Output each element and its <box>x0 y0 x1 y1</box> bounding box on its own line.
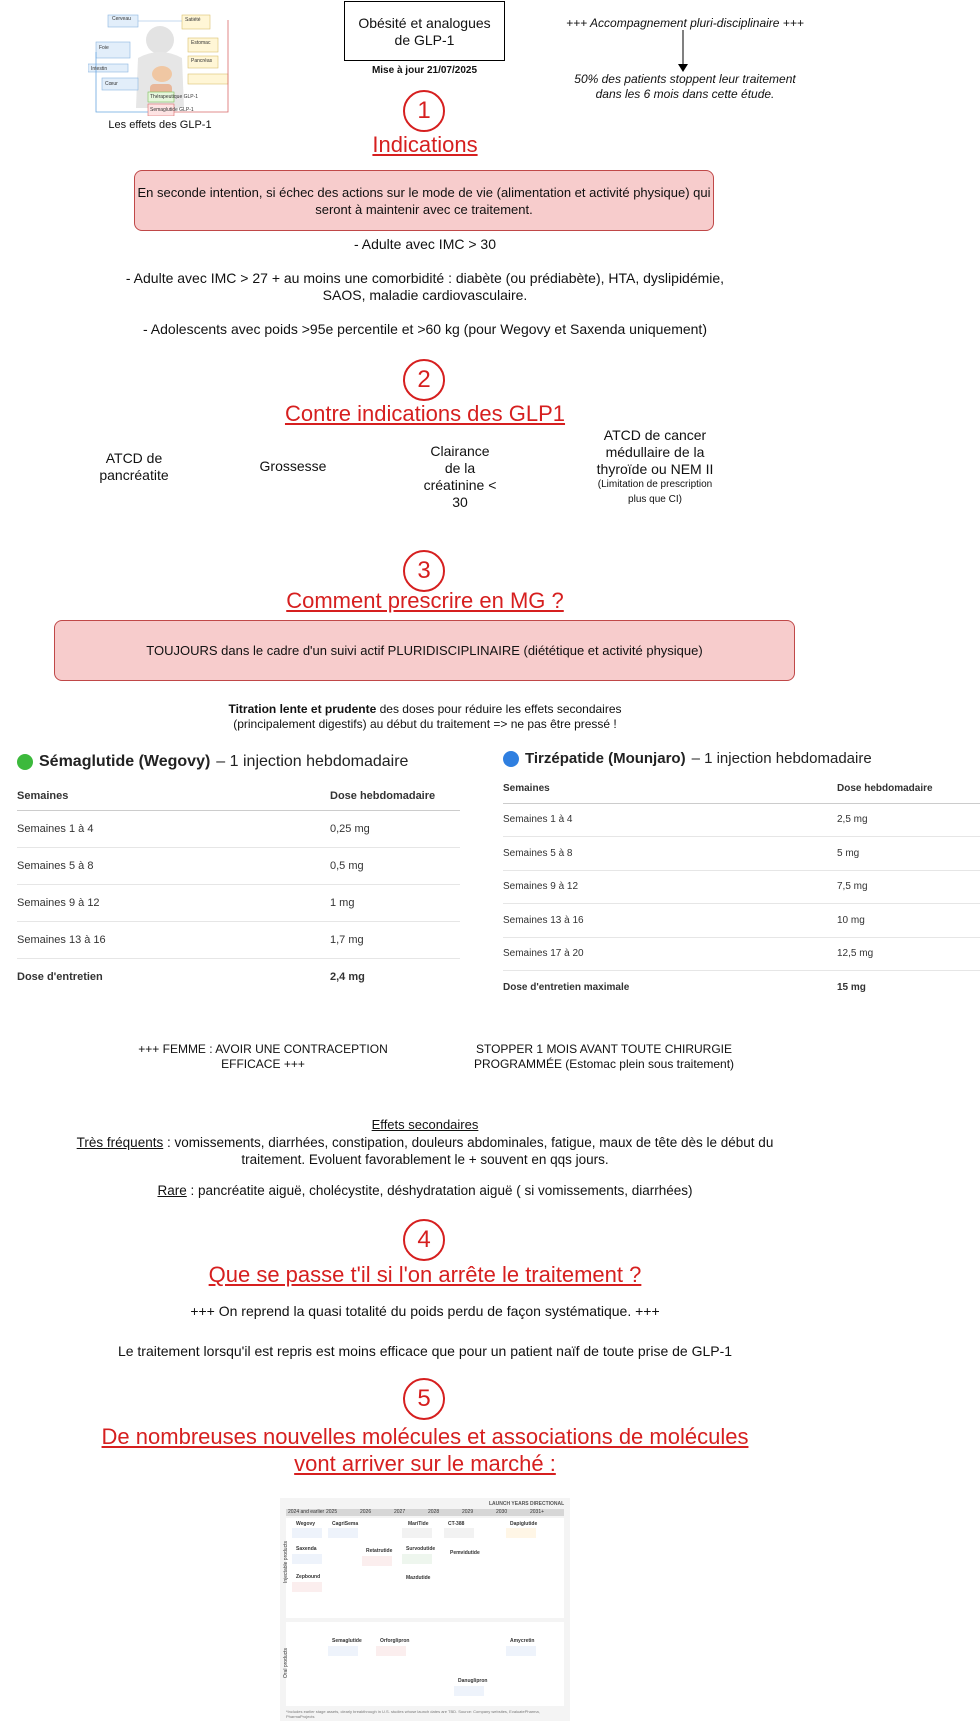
drug-label: Pemvidutide <box>450 1550 480 1556</box>
dose-cell: 15 mg <box>837 982 866 993</box>
year-label: 2024 and earlier <box>288 1509 325 1515</box>
drug-card <box>454 1686 484 1696</box>
year-label: 2027 <box>394 1509 406 1515</box>
wegovy-table-title <box>17 753 408 771</box>
drug-label: Mazdutide <box>406 1575 431 1581</box>
frequent-line: traitement. Evoluent favorablement le + souvent en qqs jours. <box>241 1152 609 1167</box>
warning-line: EFFICACE +++ <box>221 1057 305 1071</box>
indication-item: - Adolescents avec poids >95e percentile et >60 kg (pour Wegovy et Saxenda uniquement) <box>143 321 707 337</box>
drug-label: Orforglipron <box>380 1638 410 1644</box>
mounjaro-table-title <box>503 750 872 767</box>
mounjaro-table <box>503 775 980 1004</box>
drug-label: Amycretin <box>510 1638 535 1644</box>
section-title-line: vont arriver sur le marché : <box>294 1451 556 1476</box>
row-label: Injectable products <box>283 1541 289 1583</box>
pipeline-figure <box>280 1498 570 1721</box>
titration-line: (principalement digestifs) au début du traitement => ne pas être pressé ! <box>233 717 617 731</box>
blue-dot-icon <box>503 751 519 767</box>
section-number: 3 <box>403 550 445 592</box>
stop-note <box>540 72 830 102</box>
restart-efficacy: Le traitement lorsqu'il est repris est moins efficace que pour un patient naïf de toute prise de GLP-1 <box>117 1343 733 1359</box>
week-cell: Semaines 13 à 16 <box>503 904 837 938</box>
side-effects-rare <box>0 1183 850 1198</box>
dose-cell: 12,5 mg <box>837 937 980 971</box>
drug-card <box>292 1528 322 1538</box>
column-header: Semaines <box>17 782 330 810</box>
dose-cell: 5 mg <box>837 837 980 871</box>
column-header: Semaines <box>503 775 837 803</box>
titration-text: des doses pour réduire les effets secondaires <box>376 702 622 716</box>
warning-line: PROGRAMMÉE (Estomac plein sous traitement) <box>473 1057 735 1071</box>
table-row <box>17 810 460 847</box>
drug-label: Danuglipron <box>458 1678 488 1684</box>
table-row <box>503 837 980 871</box>
year-label: 2028 <box>428 1509 440 1515</box>
drug-label: Zepbound <box>296 1574 321 1580</box>
section-title: Que se passe t'il si l'on arrête le traitement ? <box>208 1262 642 1287</box>
surgery-warning <box>446 1042 762 1072</box>
drug-label: CagriSema <box>332 1521 359 1527</box>
week-cell: Semaines 1 à 4 <box>503 803 837 837</box>
week-cell: Semaines 13 à 16 <box>17 921 330 958</box>
drug-card <box>444 1528 474 1538</box>
drug-label: Dapiglutide <box>510 1521 538 1527</box>
table-row <box>17 921 460 958</box>
section-number: 1 <box>403 90 445 132</box>
contraindication-note: (Limitation de prescription plus que CI) <box>597 479 713 505</box>
dose-cell: 2,5 mg <box>837 803 980 837</box>
section-title: Comment prescrire en MG ? <box>286 588 564 613</box>
section-number: 5 <box>403 1378 445 1420</box>
stop-note-line: 50% des patients stoppent leur traitement <box>574 72 796 86</box>
table-header-row <box>17 782 460 810</box>
week-cell: Dose d'entretien <box>17 970 103 983</box>
mounjaro-suffix: – 1 injection hebdomadaire <box>691 750 872 767</box>
stop-note-line: dans les 6 mois dans cette étude. <box>595 87 775 101</box>
contraindication-item: ATCD de pancréatite <box>99 450 169 483</box>
pipeline-header: LAUNCH YEARS DIRECTIONAL <box>489 1501 565 1507</box>
indication-item: - Adulte avec IMC > 27 + au moins une comorbidité : diabète (ou prédiabète), HTA, dyslipidémie, SAOS, maladie cardiovasculaire. <box>125 270 725 303</box>
drug-label: Wegovy <box>296 1521 316 1527</box>
green-dot-icon <box>17 754 33 770</box>
titration-bold: Titration lente et prudente <box>228 702 377 716</box>
figure-label: Estomac <box>191 40 211 46</box>
titration-note <box>170 702 680 732</box>
drug-card <box>362 1556 392 1566</box>
row-label: Oral products <box>283 1647 289 1678</box>
support-note: +++ Accompagnement pluri-disciplinaire +++ <box>566 16 804 30</box>
table-row <box>503 971 980 1005</box>
drug-label: Retatrutide <box>366 1548 393 1554</box>
section-title <box>0 1423 850 1477</box>
year-label: 2026 <box>360 1509 372 1515</box>
drug-card <box>292 1582 322 1592</box>
week-cell: Semaines 1 à 4 <box>17 810 330 847</box>
year-label: 2025 <box>326 1509 338 1515</box>
frequent-label: Très fréquents <box>76 1135 164 1150</box>
section-title-line: De nombreuses nouvelles molécules et associations de molécules <box>101 1424 749 1449</box>
mounjaro-drug: Tirzépatide (Mounjaro) <box>525 750 686 767</box>
figure-label: Thérapeutique GLP-1 <box>150 94 199 100</box>
drug-label: CT-388 <box>448 1521 465 1527</box>
table-row <box>503 870 980 904</box>
title-line: de GLP-1 <box>394 32 455 48</box>
drug-card <box>328 1528 358 1538</box>
contraception-warning <box>118 1042 408 1072</box>
table-header-row <box>503 775 980 803</box>
figure-label: Semaglutide GLP-1 <box>150 107 194 113</box>
figure-label: Cœur <box>105 81 118 87</box>
contraindication-item: Grossesse <box>259 458 327 474</box>
column-header: Dose hebdomadaire <box>837 775 980 803</box>
dose-cell: 0,5 mg <box>330 847 460 884</box>
table-row <box>17 847 460 884</box>
drug-label: MariTide <box>408 1521 429 1527</box>
year-label: 2030 <box>496 1509 508 1515</box>
week-cell: Semaines 9 à 12 <box>503 870 837 904</box>
figure-label: Satiété <box>185 17 201 23</box>
glp1-effects-figure <box>88 12 240 116</box>
contraindication-item: Clairance de la créatinine < 30 <box>423 443 497 510</box>
pipeline-year-row <box>286 1509 564 1516</box>
side-effects-frequent <box>40 1134 810 1168</box>
table-row <box>503 937 980 971</box>
dose-cell: 1,7 mg <box>330 921 460 958</box>
rare-label: Rare <box>157 1183 187 1198</box>
section-title: Indications <box>372 132 478 157</box>
figure-caption: Les effets des GLP-1 <box>108 119 212 131</box>
figure-label: Cerveau <box>112 16 131 22</box>
arrow-down-icon <box>678 30 688 77</box>
week-cell: Semaines 17 à 20 <box>503 937 837 971</box>
update-date: Mise à jour 21/07/2025 <box>371 65 478 76</box>
drug-card <box>506 1528 536 1538</box>
column-header: Dose hebdomadaire <box>330 782 460 810</box>
wegovy-table <box>17 782 460 995</box>
pipeline-footnote: *Includes earlier stage assets, clearly breakthrough in U.S. studies whose launch dates are TBD. Source: Company websites, EvaluatePharma, PharmaProjects <box>286 1709 540 1719</box>
pipeline-oral-panel <box>286 1622 564 1706</box>
warning-line: STOPPER 1 MOIS AVANT TOUTE CHIRURGIE <box>475 1042 733 1056</box>
wegovy-drug: Sémaglutide (Wegovy) <box>39 753 211 770</box>
side-effects-title: Effets secondaires <box>371 1117 479 1132</box>
prescription-box: TOUJOURS dans le cadre d'un suivi actif PLURIDISCIPLINAIRE (diététique et activité physique) <box>54 620 795 681</box>
dose-cell: 1 mg <box>330 884 460 921</box>
wegovy-suffix: – 1 injection hebdomadaire <box>216 753 409 770</box>
drug-card <box>328 1646 358 1656</box>
table-row <box>17 884 460 921</box>
contraindication-item: ATCD de cancer médullaire de la thyroïde ou NEM II <box>596 427 714 477</box>
dose-cell: 7,5 mg <box>837 870 980 904</box>
table-row <box>503 803 980 837</box>
title-box <box>344 1 505 61</box>
drug-card <box>376 1646 406 1656</box>
figure-label: Intestin <box>91 66 108 72</box>
year-label: 2031+ <box>530 1509 545 1515</box>
week-cell: Semaines 5 à 8 <box>17 847 330 884</box>
year-label: 2029 <box>462 1509 474 1515</box>
stop-consequence: +++ On reprend la quasi totalité du poids perdu de façon systématique. +++ <box>190 1303 660 1319</box>
warning-line: +++ FEMME : AVOIR UNE CONTRACEPTION <box>138 1042 388 1056</box>
indication-box: En seconde intention, si échec des actions sur le mode de vie (alimentation et activité physique) qui seront à maintenir avec ce traitement. <box>134 170 714 231</box>
table-row <box>17 958 460 995</box>
week-cell: Dose d'entretien maximale <box>503 982 630 993</box>
week-cell: Semaines 9 à 12 <box>17 884 330 921</box>
drug-card <box>292 1554 322 1564</box>
table-row <box>503 904 980 938</box>
frequent-text: : vomissements, diarrhées, constipation, douleurs abdominales, fatigue, maux de tête dès le début du <box>163 1135 774 1150</box>
section-number: 4 <box>403 1219 445 1261</box>
figure-label: Pancréas <box>191 58 213 64</box>
dose-cell: 10 mg <box>837 904 980 938</box>
dose-cell: 0,25 mg <box>330 810 460 847</box>
figure-label: Foie <box>99 45 109 51</box>
drug-card <box>402 1554 432 1564</box>
title-line: Obésité et analogues <box>358 15 491 31</box>
drug-label: Survodutide <box>406 1546 436 1552</box>
rare-text: : pancréatite aiguë, cholécystite, déshydratation aiguë ( si vomissements, diarrhées) <box>186 1183 693 1198</box>
drug-label: Saxenda <box>296 1546 317 1552</box>
drug-card <box>402 1528 432 1538</box>
section-title: Contre indications des GLP1 <box>284 401 566 426</box>
section-number: 2 <box>403 359 445 401</box>
drug-label: Semaglutide <box>332 1638 362 1644</box>
indication-item: - Adulte avec IMC > 30 <box>353 236 497 252</box>
drug-card <box>506 1646 536 1656</box>
dose-cell: 2,4 mg <box>330 970 365 983</box>
week-cell: Semaines 5 à 8 <box>503 837 837 871</box>
